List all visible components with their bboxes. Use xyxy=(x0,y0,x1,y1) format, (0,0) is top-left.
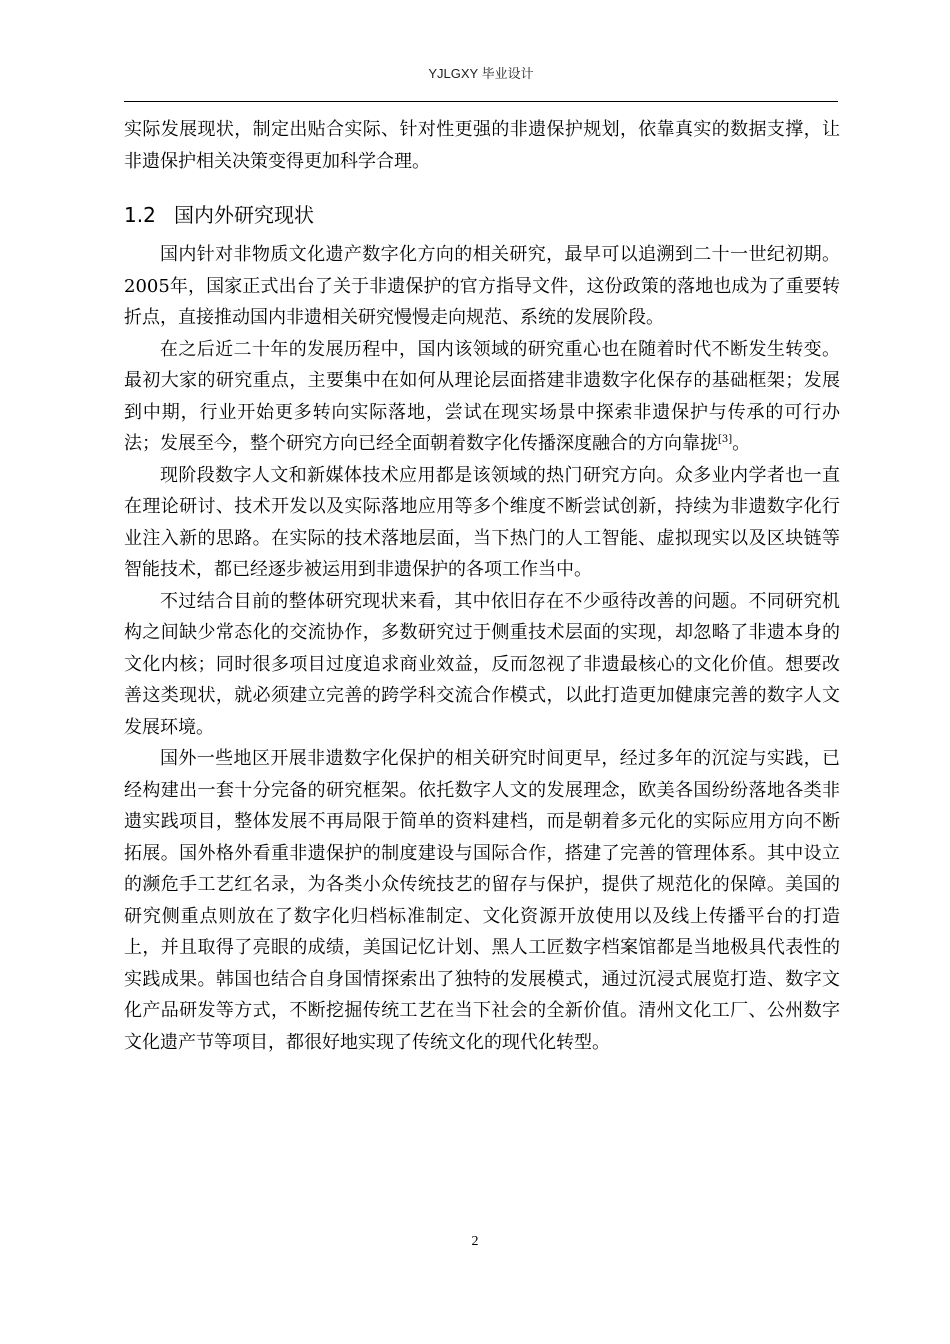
paragraph: 不过结合目前的整体研究现状来看，其中依旧存在不少亟待改善的问题。不同研究机构之间缺少常态化的交流协作，多数研究过于侧重技术层面的实现，却忽略了非遗本身的文化内核；同时很多项目过度追求商业效益，反而忽视了非遗最核心的文化价值。想要改善这类现状，就必须建立完善的跨学科交流合作模式，以此打造更加健康完善的数字人文发展环境。 xyxy=(124,590,840,738)
section-title: 国内外研究现状 xyxy=(174,203,314,227)
paragraph-text: 在之后近二十年的发展历程中，国内该领域的研究重心也在随着时代不断发生转变。最初大家的研究重点，主要集中在如何从理论层面搭建非遗数字化保存的基础框架；发展到中期，行业开始更多转向实际落地，尝试在现实场景中探索非遗保护与传承的可行办法；发展至今，整个研究方向已经全面朝着数字化传播深度融合的方向靠拢 xyxy=(124,338,840,454)
header-divider xyxy=(124,101,838,102)
paragraph: 现阶段数字人文和新媒体技术应用都是该领域的热门研究方向。众多业内学者也一直在理论研讨、技术开发以及实际落地应用等多个维度不断尝试创新，持续为非遗数字化行业注入新的思路。在实际的技术落地层面，当下热门的人工智能、虚拟现实以及区块链等智能技术，都已经逐步被运用到非遗保护的各项工作当中。 xyxy=(124,464,840,580)
page-number: 2 xyxy=(471,1234,479,1249)
section-number: 1.2 xyxy=(124,203,156,227)
paragraph-with-citation xyxy=(124,334,840,460)
paragraph: 国外一些地区开展非遗数字化保护的相关研究时间更早，经过多年的沉淀与实践，已经构建出一套十分完备的研究框架。依托数字人文的发展理念，欧美各国纷纷落地各类非遗实践项目，整体发展不再局限于简单的资料建档，而是朝着多元化的实际应用方向不断拓展。国外格外看重非遗保护的制度建设与国际合作，搭建了完善的管理体系。其中设立的濒危手工艺红名录，为各类小众传统技艺的留存与保护，提供了规范化的保障。美国的研究侧重点则放在了数字化归档标准制定、文化资源开放使用以及线上传播平台的打造上，并且取得了亮眼的成绩，美国记忆计划、黑人工匠数字档案馆都是当地极具代表性的实践成果。韩国也结合自身国情探索出了独特的发展模式，通过沉浸式展览打造、数字文化产品研发等方式，不断挖掘传统工艺在当下社会的全新价值。清州文化工厂、公州数字文化遗产节等项目，都很好地实现了传统文化的现代化转型。 xyxy=(124,748,840,1053)
continuation-paragraph: 实际发展现状，制定出贴合实际、针对性更强的非遗保护规划，依靠真实的数据支撑，让非遗保护相关决策变得更加科学合理。 xyxy=(124,119,840,172)
paragraph: 国内针对非物质文化遗产数字化方向的相关研究，最早可以追溯到二十一世纪初期。2005年，国家正式出台了关于非遗保护的官方指导文件，这份政策的落地也成为了重要转折点，直接推动国内非遗相关研究慢慢走向规范、系统的发展阶段。 xyxy=(124,244,840,328)
citation-marker: [3] xyxy=(718,434,733,445)
body-text xyxy=(124,114,840,1058)
page-header: YJLGXY 毕业设计 xyxy=(428,66,534,81)
paragraph-end: 。 xyxy=(732,433,751,454)
section-heading xyxy=(124,197,840,233)
